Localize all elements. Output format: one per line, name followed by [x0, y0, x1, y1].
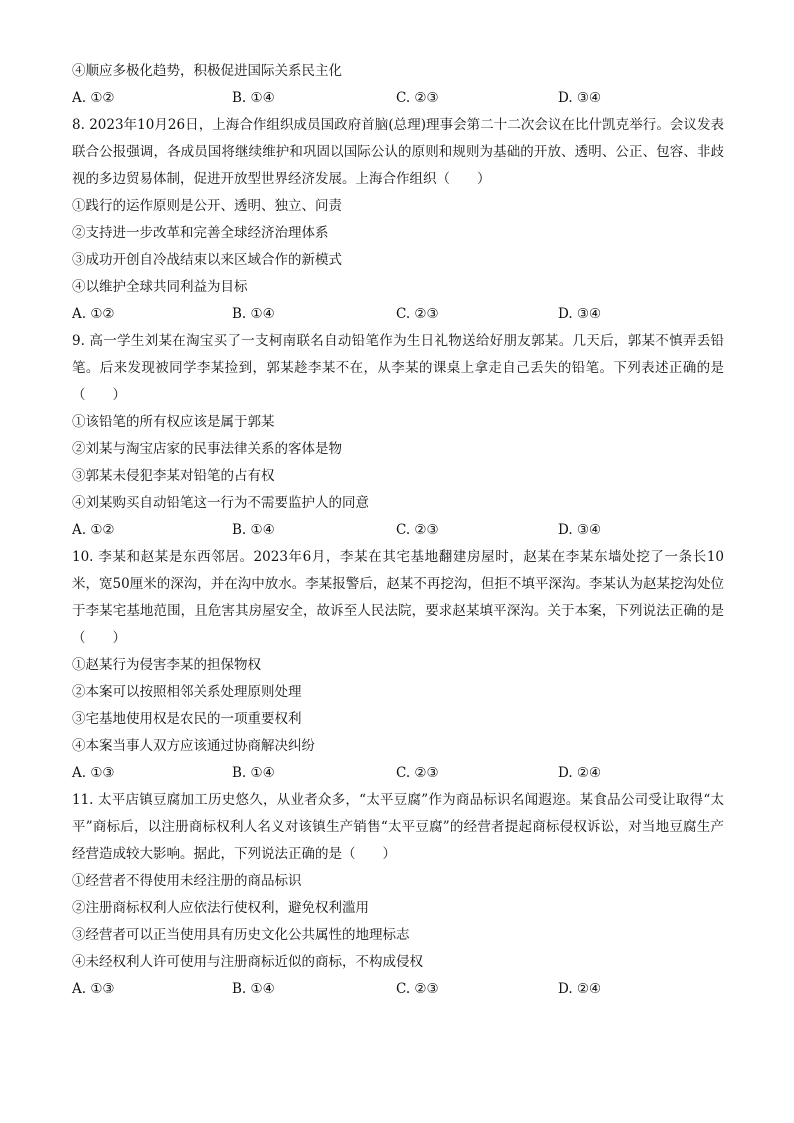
q8-options	[72, 301, 724, 328]
q8-option-c[interactable]: C. ②③	[396, 306, 439, 322]
q9-option-b[interactable]: B. ①④	[232, 522, 275, 538]
q11-option-d[interactable]: D. ②④	[558, 981, 602, 997]
q9-option-a[interactable]: A. ①②	[72, 522, 115, 538]
q11-option-a[interactable]: A. ①③	[72, 981, 115, 997]
q9-statement-1: ①该铅笔的所有权应该是属于郭某	[72, 414, 275, 430]
q8-statement-2: ②支持进一步改革和完善全球经济治理体系	[72, 225, 329, 241]
q11-statement-3: ③经营者可以正当使用具有历史文化公共属性的地理标志	[72, 927, 410, 943]
q10-option-a[interactable]: A. ①③	[72, 765, 115, 781]
q7-option-d[interactable]: D. ③④	[558, 90, 602, 106]
q10-statement-4: ④本案当事人双方应该通过协商解决纠纷	[72, 738, 315, 754]
q9-option-d[interactable]: D. ③④	[558, 522, 602, 538]
q10-option-d[interactable]: D. ②④	[558, 765, 602, 781]
q8-statement-1: ①践行的运作原则是公开、透明、独立、问责	[72, 198, 342, 214]
q9-options	[72, 517, 724, 544]
q11-option-b[interactable]: B. ①④	[232, 981, 275, 997]
q10-statement-3: ③宅基地使用权是农民的一项重要权利	[72, 711, 302, 727]
q11-statement-2: ②注册商标权利人应依法行使权利，避免权利滥用	[72, 900, 369, 916]
q7-options	[72, 85, 724, 112]
q10-stem: 10. 李某和赵某是东西邻居。2023年6月，李某在其宅基地翻建房屋时，赵某在李某东墙处挖了一条长10米，宽50厘米的深沟，并在沟中放水。李某报警后，赵某不再挖沟，但拒不填平深沟。李某认为赵某挖沟处位于李某宅基地范围，且危害其房屋安全，故诉至人民法院，要求赵某填平深沟。关于本案，下列说法正确的是（ ）	[72, 549, 724, 646]
q9-stem: 9. 高一学生刘某在淘宝买了一支柯南联名自动铅笔作为生日礼物送给好朋友郭某。几天后，郭某不慎弄丢铅笔。后来发现被同学李某捡到，郭某趁李某不在，从李某的课桌上拿走自己丢失的铅笔。下列表述正确的是（ ）	[72, 333, 724, 403]
q11-stem: 11. 太平店镇豆腐加工历史悠久，从业者众多，“太平豆腐”作为商品标识名闻遐迩。某食品公司受让取得“太平”商标后，以注册商标权利人名义对该镇生产销售“太平豆腐”的经营者提起商标侵权诉讼，对当地豆腐生产经营造成较大影响。据此，下列说法正确的是（ ）	[72, 792, 724, 862]
q10-option-c[interactable]: C. ②③	[396, 765, 439, 781]
q10-statement-2: ②本案可以按照相邻关系处理原则处理	[72, 684, 302, 700]
q8-option-b[interactable]: B. ①④	[232, 306, 275, 322]
q7-statement-4: ④顺应多极化趋势，积极促进国际关系民主化	[72, 63, 342, 79]
q10-options	[72, 760, 724, 787]
q8-stem: 8. 2023年10月26日，上海合作组织成员国政府首脑(总理)理事会第二十二次会议在比什凯克举行。会议发表联合公报强调，各成员国将继续维护和巩固以国际公认的原则和规则为基础的开放、透明、公正、包容、非歧视的多边贸易体制，促进开放型世界经济发展。上海合作组织（ ）	[72, 117, 724, 187]
q9-statement-4: ④刘某购买自动铅笔这一行为不需要监护人的同意	[72, 495, 369, 511]
q10-option-b[interactable]: B. ①④	[232, 765, 275, 781]
q8-option-d[interactable]: D. ③④	[558, 306, 602, 322]
q9-statement-2: ②刘某与淘宝店家的民事法律关系的客体是物	[72, 441, 342, 457]
q7-option-a[interactable]: A. ①②	[72, 90, 115, 106]
q8-statement-3: ③成功开创自冷战结束以来区域合作的新模式	[72, 252, 342, 268]
q8-option-a[interactable]: A. ①②	[72, 306, 115, 322]
q11-options	[72, 976, 724, 1003]
q11-statement-4: ④未经权利人许可使用与注册商标近似的商标，不构成侵权	[72, 954, 423, 970]
q7-option-b[interactable]: B. ①④	[232, 90, 275, 106]
q10-statement-1: ①赵某行为侵害李某的担保物权	[72, 657, 261, 673]
q9-option-c[interactable]: C. ②③	[396, 522, 439, 538]
question-list	[72, 58, 724, 1003]
q8-statement-4: ④以维护全球共同利益为目标	[72, 279, 248, 295]
q11-option-c[interactable]: C. ②③	[396, 981, 439, 997]
q7-option-c[interactable]: C. ②③	[396, 90, 439, 106]
q11-statement-1: ①经营者不得使用未经注册的商品标识	[72, 873, 302, 889]
q9-statement-3: ③郭某未侵犯李某对铅笔的占有权	[72, 468, 275, 484]
